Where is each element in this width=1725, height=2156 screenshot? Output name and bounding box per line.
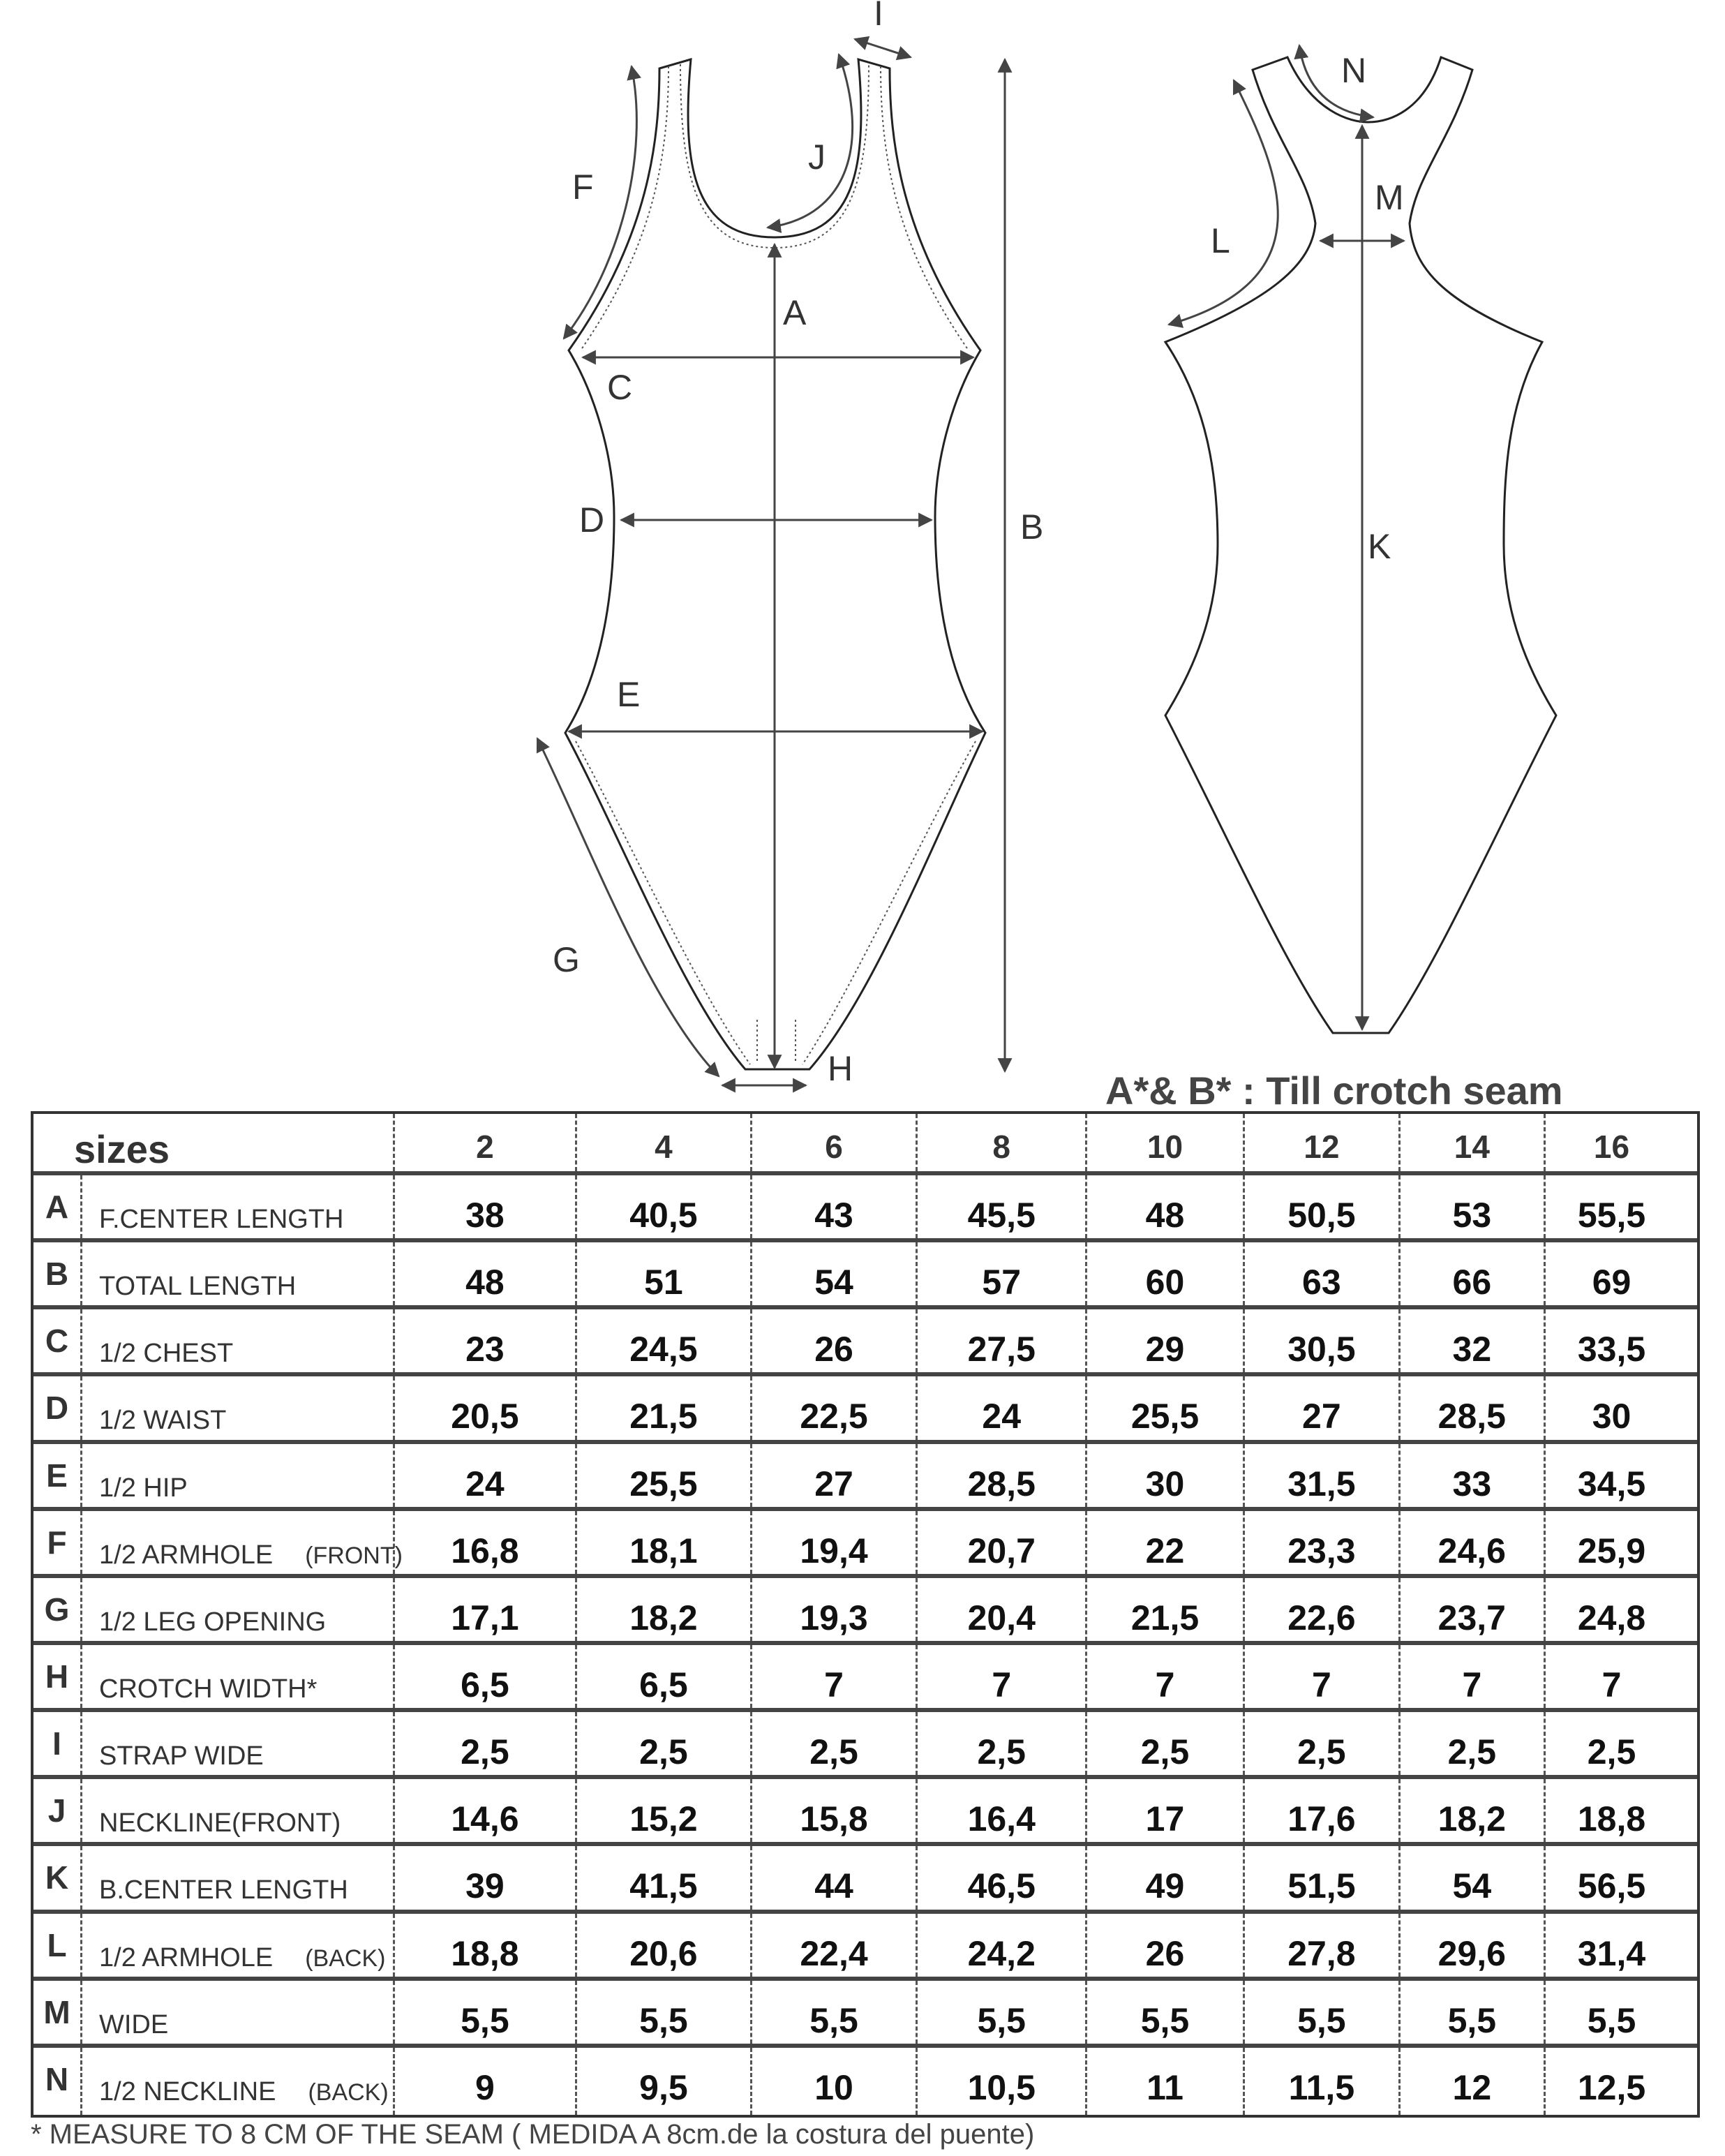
table-cell: 69 <box>1592 1263 1631 1302</box>
table-cell: 24,2 <box>918 1914 1087 1977</box>
table-cell: 29 <box>1087 1309 1244 1372</box>
table-cell: 5,5 <box>1401 1981 1546 2044</box>
table-cell: 6,5 <box>395 1645 577 1708</box>
label-h: H <box>828 1049 853 1088</box>
table-cell: 30,5 <box>1245 1309 1401 1372</box>
row-description <box>82 1645 395 1708</box>
table-cell: 5,5 <box>395 1981 577 2044</box>
table-cell: 26 <box>752 1309 918 1372</box>
table-row <box>33 1444 1697 1511</box>
table-cell: 7 <box>1087 1645 1244 1708</box>
table-cell: 60 <box>1087 1242 1244 1305</box>
table-row <box>33 1981 1697 2048</box>
row-label: NECKLINE(FRONT) <box>99 1808 341 1838</box>
table-row <box>33 1309 1697 1376</box>
table-cell: 26 <box>1087 1914 1244 1977</box>
table-cell: 20,4 <box>918 1578 1087 1641</box>
table-cell: 39 <box>395 1846 577 1909</box>
size-header-4: 4 <box>577 1114 752 1171</box>
table-cell: 2,5 <box>1401 1712 1546 1775</box>
table-row <box>33 1578 1697 1645</box>
table-cell: 25,5 <box>577 1444 752 1507</box>
table-cell: 23,3 <box>1245 1511 1401 1574</box>
label-k: K <box>1368 527 1391 566</box>
table-cell: 18,8 <box>1577 1799 1646 1839</box>
label-e: E <box>617 675 641 714</box>
label-a: A <box>783 293 807 332</box>
table-cell: 31,4 <box>1577 1933 1646 1973</box>
size-header-14: 14 <box>1401 1114 1546 1171</box>
table-cell: 2,5 <box>1245 1712 1401 1775</box>
table-cell: 24 <box>918 1376 1087 1439</box>
row-code: D <box>33 1376 82 1439</box>
table-row <box>33 1645 1697 1712</box>
table-row <box>33 1779 1697 1846</box>
row-label: 1/2 NECKLINE <box>99 2076 276 2106</box>
row-description <box>82 2048 395 2115</box>
row-code: B <box>33 1242 82 1305</box>
table-cell: 5,5 <box>1245 1981 1401 2044</box>
row-label: 1/2 ARMHOLE <box>99 1540 274 1570</box>
label-n: N <box>1341 51 1367 90</box>
table-cell: 21,5 <box>577 1376 752 1439</box>
label-j: J <box>808 137 826 177</box>
table-cell: 22,5 <box>752 1376 918 1439</box>
table-row <box>33 2048 1697 2115</box>
row-label: 1/2 LEG OPENING <box>99 1607 327 1637</box>
table-cell: 15,8 <box>752 1779 918 1842</box>
table-cell: 28,5 <box>1401 1376 1546 1439</box>
table-cell: 43 <box>752 1175 918 1238</box>
table-cell: 18,8 <box>395 1914 577 1977</box>
table-cell: 30 <box>1592 1397 1631 1436</box>
table-cell: 15,2 <box>577 1779 752 1842</box>
table-cell: 2,5 <box>918 1712 1087 1775</box>
table-cell: 11 <box>1087 2048 1244 2115</box>
row-description <box>82 1846 395 1909</box>
row-code: G <box>33 1578 82 1641</box>
table-cell: 9,5 <box>577 2048 752 2115</box>
row-code: K <box>33 1846 82 1909</box>
row-label: F.CENTER LENGTH <box>99 1205 344 1234</box>
table-cell: 20,7 <box>918 1511 1087 1574</box>
table-row <box>33 1846 1697 1913</box>
row-code: E <box>33 1444 82 1507</box>
table-cell: 17,1 <box>395 1578 577 1641</box>
table-cell: 5,5 <box>1587 2000 1636 2040</box>
table-cell: 16,8 <box>395 1511 577 1574</box>
table-cell: 5,5 <box>1087 1981 1244 2044</box>
measurement-arrows <box>537 39 1404 1085</box>
row-label: B.CENTER LENGTH <box>99 1875 348 1905</box>
table-cell: 24,6 <box>1401 1511 1546 1574</box>
table-cell: 40,5 <box>577 1175 752 1238</box>
table-cell: 22 <box>1087 1511 1244 1574</box>
row-description <box>82 1779 395 1842</box>
table-cell: 54 <box>1401 1846 1546 1909</box>
sizes-header: sizes <box>33 1114 395 1171</box>
table-cell: 25,9 <box>1577 1531 1646 1570</box>
table-cell: 5,5 <box>752 1981 918 2044</box>
row-code: I <box>33 1712 82 1775</box>
back-view-swimsuit <box>1165 57 1556 1033</box>
table-cell: 22,4 <box>752 1914 918 1977</box>
table-cell: 18,2 <box>1401 1779 1546 1842</box>
label-g: G <box>553 940 580 979</box>
table-cell: 31,5 <box>1245 1444 1401 1507</box>
crotch-seam-note: A*& B* : Till crotch seam <box>1105 1069 1563 1113</box>
table-cell: 38 <box>395 1175 577 1238</box>
table-cell: 12 <box>1401 2048 1546 2115</box>
table-cell: 27 <box>752 1444 918 1507</box>
row-description <box>82 1242 395 1305</box>
table-cell: 53 <box>1401 1175 1546 1238</box>
table-cell: 51 <box>577 1242 752 1305</box>
row-code: C <box>33 1309 82 1372</box>
table-row <box>33 1175 1697 1242</box>
table-cell: 48 <box>1087 1175 1244 1238</box>
row-description <box>82 1175 395 1238</box>
table-cell: 29,6 <box>1401 1914 1546 1977</box>
table-cell: 30 <box>1087 1444 1244 1507</box>
row-code: A <box>33 1175 82 1238</box>
row-label: TOTAL LENGTH <box>99 1272 297 1302</box>
table-cell: 50,5 <box>1245 1175 1401 1238</box>
size-header-2: 2 <box>395 1114 577 1171</box>
table-cell: 7 <box>1401 1645 1546 1708</box>
table-row <box>33 1242 1697 1309</box>
table-header-row <box>33 1114 1697 1175</box>
row-description <box>82 1981 395 2044</box>
row-code: F <box>33 1511 82 1574</box>
row-code: N <box>33 2048 82 2115</box>
table-cell: 33 <box>1401 1444 1546 1507</box>
table-cell: 10,5 <box>918 2048 1087 2115</box>
table-cell: 33,5 <box>1577 1330 1646 1369</box>
label-d: D <box>579 500 605 540</box>
table-row <box>33 1712 1697 1779</box>
row-label: WIDE <box>99 2009 169 2039</box>
row-label: 1/2 CHEST <box>99 1339 234 1369</box>
table-cell: 10 <box>752 2048 918 2115</box>
label-c: C <box>607 368 633 407</box>
table-cell: 7 <box>918 1645 1087 1708</box>
row-label: STRAP WIDE <box>99 1741 264 1771</box>
table-cell: 55,5 <box>1577 1196 1646 1235</box>
table-cell: 46,5 <box>918 1846 1087 1909</box>
table-cell: 20,5 <box>395 1376 577 1439</box>
size-header-6: 6 <box>752 1114 918 1171</box>
table-cell: 54 <box>752 1242 918 1305</box>
table-cell: 7 <box>1245 1645 1401 1708</box>
table-cell: 44 <box>752 1846 918 1909</box>
table-cell: 14,6 <box>395 1779 577 1842</box>
size-header-12: 12 <box>1245 1114 1401 1171</box>
size-chart-table <box>31 1111 1700 2118</box>
table-cell: 56,5 <box>1577 1866 1646 1906</box>
table-cell: 20,6 <box>577 1914 752 1977</box>
table-cell: 27,5 <box>918 1309 1087 1372</box>
table-cell: 63 <box>1245 1242 1401 1305</box>
footnote: * MEASURE TO 8 CM OF THE SEAM ( MEDIDA A 8cm.de la costura del puente) <box>31 2119 1035 2150</box>
table-cell: 57 <box>918 1242 1087 1305</box>
table-cell: 21,5 <box>1087 1578 1244 1641</box>
table-cell: 17,6 <box>1245 1779 1401 1842</box>
label-l: L <box>1211 221 1230 260</box>
row-sublabel: (BACK) <box>308 2079 389 2106</box>
table-cell: 11,5 <box>1245 2048 1401 2115</box>
label-m: M <box>1375 178 1404 217</box>
table-cell: 7 <box>1601 1665 1622 1704</box>
row-description <box>82 1376 395 1439</box>
table-cell: 2,5 <box>752 1712 918 1775</box>
table-cell: 51,5 <box>1245 1846 1401 1909</box>
table-cell: 18,1 <box>577 1511 752 1574</box>
table-cell: 6,5 <box>577 1645 752 1708</box>
row-description <box>82 1444 395 1507</box>
table-cell: 2,5 <box>1587 1732 1636 1772</box>
table-cell: 23,7 <box>1401 1578 1546 1641</box>
table-cell: 2,5 <box>1087 1712 1244 1775</box>
table-cell: 17 <box>1087 1779 1244 1842</box>
table-cell: 12,5 <box>1577 2067 1646 2107</box>
table-cell: 25,5 <box>1087 1376 1244 1439</box>
table-cell: 66 <box>1401 1242 1546 1305</box>
table-cell: 24,5 <box>577 1309 752 1372</box>
row-code: H <box>33 1645 82 1708</box>
table-cell: 41,5 <box>577 1846 752 1909</box>
table-cell: 19,4 <box>752 1511 918 1574</box>
table-cell: 22,6 <box>1245 1578 1401 1641</box>
table-cell: 9 <box>395 2048 577 2115</box>
label-b: B <box>1020 507 1044 547</box>
table-cell: 2,5 <box>577 1712 752 1775</box>
table-cell: 19,3 <box>752 1578 918 1641</box>
row-sublabel: (FRONT) <box>305 1542 403 1569</box>
row-label: 1/2 WAIST <box>99 1406 227 1436</box>
table-cell: 28,5 <box>918 1444 1087 1507</box>
row-description <box>82 1511 403 1574</box>
label-i: I <box>874 0 883 33</box>
row-description <box>82 1712 395 1775</box>
table-cell: 34,5 <box>1577 1464 1646 1503</box>
row-code: M <box>33 1981 82 2044</box>
table-cell: 16,4 <box>918 1779 1087 1842</box>
table-row <box>33 1376 1697 1443</box>
size-header-16: 16 <box>1593 1129 1630 1165</box>
row-sublabel: (BACK) <box>305 1945 386 1972</box>
table-cell: 24,8 <box>1577 1598 1646 1637</box>
row-description <box>82 1309 395 1372</box>
row-label: 1/2 ARMHOLE <box>99 1942 274 1972</box>
size-header-10: 10 <box>1087 1114 1244 1171</box>
table-cell: 32 <box>1401 1309 1546 1372</box>
table-cell: 27 <box>1245 1376 1401 1439</box>
row-code: L <box>33 1914 82 1977</box>
table-cell: 24 <box>395 1444 577 1507</box>
table-cell: 48 <box>395 1242 577 1305</box>
table-cell: 5,5 <box>577 1981 752 2044</box>
table-cell: 5,5 <box>918 1981 1087 2044</box>
row-description <box>82 1578 395 1641</box>
row-label: CROTCH WIDTH* <box>99 1674 318 1704</box>
table-cell: 2,5 <box>395 1712 577 1775</box>
table-cell: 18,2 <box>577 1578 752 1641</box>
table-cell: 45,5 <box>918 1175 1087 1238</box>
table-cell: 23 <box>395 1309 577 1372</box>
table-cell: 7 <box>752 1645 918 1708</box>
table-cell: 49 <box>1087 1846 1244 1909</box>
table-cell: 27,8 <box>1245 1914 1401 1977</box>
label-f: F <box>572 168 594 207</box>
table-row <box>33 1914 1697 1981</box>
size-header-8: 8 <box>918 1114 1087 1171</box>
row-code: J <box>33 1779 82 1842</box>
row-description <box>82 1914 395 1977</box>
row-label: 1/2 HIP <box>99 1473 188 1503</box>
table-row <box>33 1511 1697 1578</box>
